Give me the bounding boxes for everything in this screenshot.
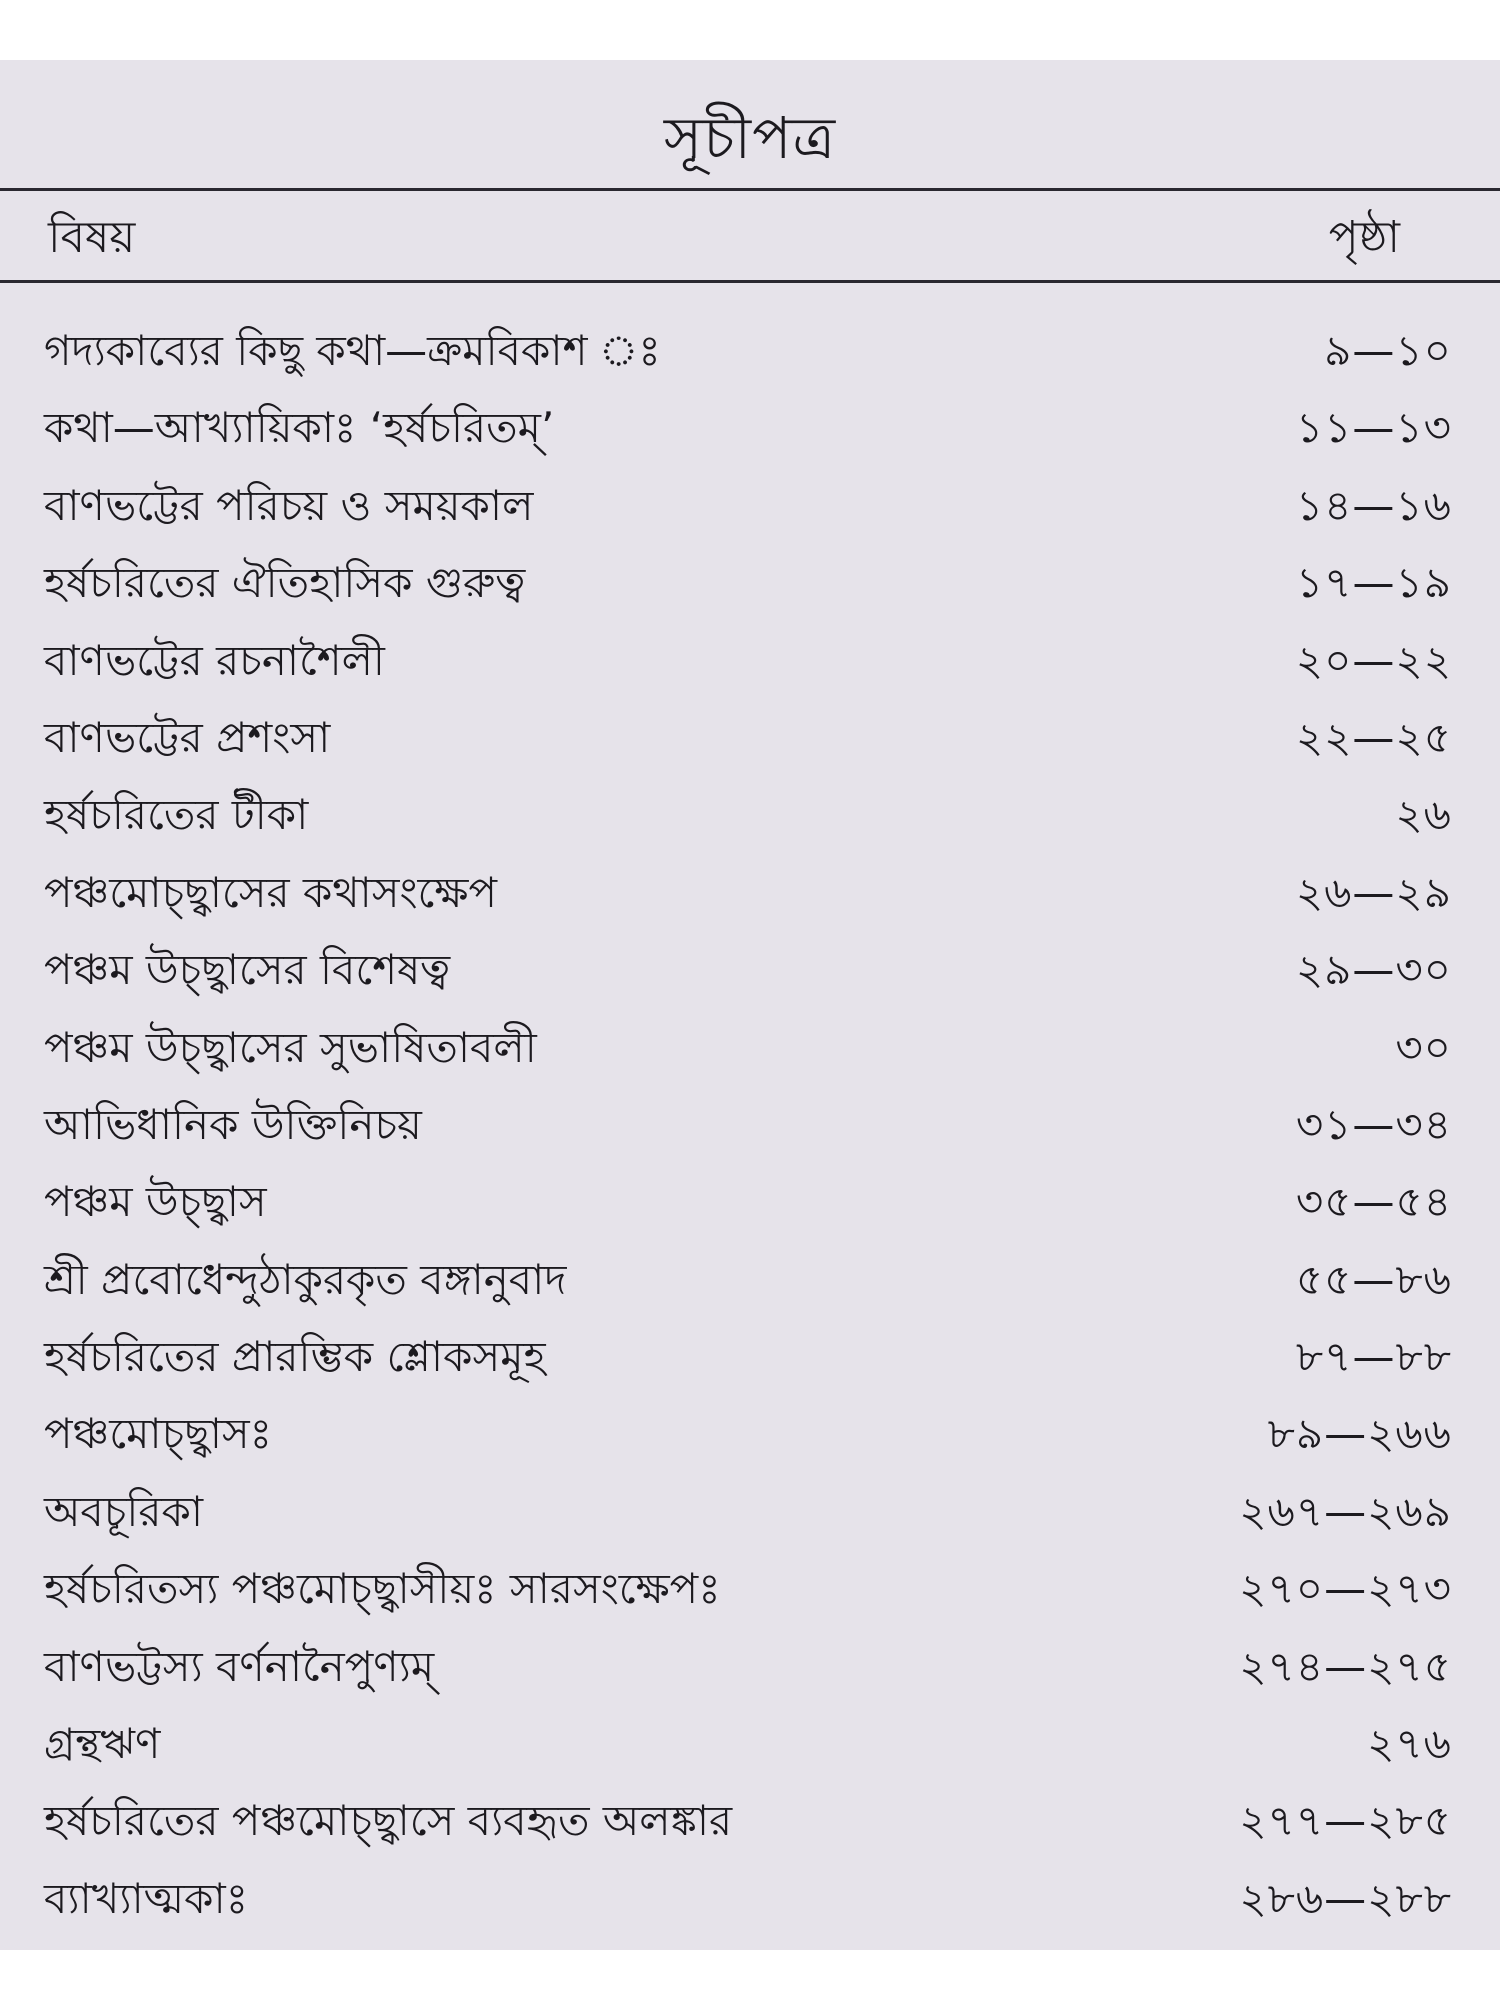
entry-subject: বাণভট্টের প্রশংসা [44, 712, 331, 762]
entry-pages: ৩১—৩৪ [1295, 1099, 1452, 1149]
entry-pages: ২০—২২ [1295, 635, 1452, 685]
contents-list [0, 312, 1500, 1937]
list-item [0, 1318, 1500, 1395]
page-title: সূচীপত্র [663, 104, 837, 172]
entry-pages: ২৬ [1395, 790, 1452, 840]
list-item [0, 1086, 1500, 1163]
entry-pages: ২৭০—২৭৩ [1239, 1564, 1452, 1614]
list-item [0, 1550, 1500, 1627]
entry-pages: ২৭৪—২৭৫ [1239, 1641, 1452, 1691]
entry-pages: ১৪—১৬ [1295, 480, 1452, 530]
entry-pages: ৫৫—৮৬ [1295, 1254, 1452, 1304]
entry-subject: শ্রী প্রবোধেন্দুঠাকুরকৃত বঙ্গানুবাদ [44, 1254, 567, 1304]
list-item [0, 1009, 1500, 1086]
entry-pages: ১১—১৩ [1295, 403, 1452, 453]
entry-subject: বাণভট্টের রচনাশৈলী [44, 635, 385, 685]
page-column-header: পৃষ্ঠা [1328, 212, 1400, 263]
list-item [0, 544, 1500, 621]
header-bottom-rule [0, 280, 1500, 283]
list-item [0, 622, 1500, 699]
list-item [0, 389, 1500, 466]
list-item [0, 312, 1500, 389]
entry-pages: ২৭৬ [1367, 1719, 1452, 1769]
entry-pages: ২৬৭—২৬৯ [1239, 1486, 1452, 1536]
entry-subject: অবচূরিকা [44, 1486, 204, 1536]
entry-subject: হর্ষচরিতের টীকা [44, 790, 309, 840]
list-item [0, 1860, 1500, 1937]
entry-pages: ২৮৬—২৮৮ [1239, 1873, 1452, 1923]
contents-page [0, 60, 1500, 1950]
entry-pages: ২৭৭—২৮৫ [1239, 1796, 1452, 1846]
entry-pages: ৩৫—৫৪ [1295, 1177, 1452, 1227]
entry-subject: হর্ষচরিতের প্রারম্ভিক শ্লোকসমূহ [44, 1332, 546, 1382]
entry-pages: ৯—১০ [1324, 326, 1452, 375]
entry-subject: পঞ্চম উচ্ছ্বাসের সুভাষিতাবলী [44, 1022, 537, 1072]
subject-column-header: বিষয় [48, 212, 136, 263]
entry-subject: হর্ষচরিতস্য পঞ্চমোচ্ছ্বাসীয়ঃ সারসংক্ষেপঃ [44, 1564, 721, 1614]
entry-subject: পঞ্চমোচ্ছ্বাসঃ [44, 1409, 273, 1459]
list-item [0, 1241, 1500, 1318]
list-item [0, 776, 1500, 853]
list-item [0, 931, 1500, 1008]
entry-subject: পঞ্চম উচ্ছ্বাস [44, 1177, 267, 1227]
list-item [0, 1473, 1500, 1550]
list-item [0, 1705, 1500, 1782]
table-header [0, 208, 1500, 268]
entry-subject: পঞ্চমোচ্ছ্বাসের কথাসংক্ষেপ [44, 867, 497, 917]
entry-subject: ব্যাখ্যাত্মকাঃ [44, 1873, 249, 1923]
list-item [0, 1782, 1500, 1859]
entry-subject: গ্রন্থঋণ [44, 1719, 161, 1769]
list-item [0, 467, 1500, 544]
entry-subject: কথা—আখ্যায়িকাঃ ‘হর্ষচরিতম্’ [44, 403, 555, 453]
entry-subject: হর্ষচরিতের পঞ্চমোচ্ছ্বাসে ব্যবহৃত অলঙ্কার [44, 1796, 733, 1846]
header-top-rule [0, 188, 1500, 191]
entry-pages: ৮৯—২৬৬ [1267, 1409, 1452, 1459]
entry-subject: গদ্যকাব্যের কিছু কথা—ক্রমবিকাশ ঃ [44, 326, 661, 375]
list-item [0, 1163, 1500, 1240]
entry-pages: ৩০ [1395, 1022, 1452, 1072]
list-item [0, 854, 1500, 931]
entry-pages: ১৭—১৯ [1295, 558, 1452, 608]
entry-pages: ২৯—৩০ [1295, 945, 1452, 995]
entry-subject: বাণভট্টস্য বর্ণনানৈপুণ্যম্ [44, 1641, 435, 1691]
list-item [0, 1395, 1500, 1472]
entry-subject: পঞ্চম উচ্ছ্বাসের বিশেষত্ব [44, 945, 451, 995]
entry-subject: আভিধানিক উক্তিনিচয় [44, 1099, 422, 1149]
entry-pages: ২২—২৫ [1295, 712, 1452, 762]
entry-subject: বাণভট্টের পরিচয় ও সময়কাল [44, 480, 534, 530]
entry-subject: হর্ষচরিতের ঐতিহাসিক গুরুত্ব [44, 558, 526, 608]
entry-pages: ৮৭—৮৮ [1295, 1332, 1452, 1382]
list-item [0, 1628, 1500, 1705]
entry-pages: ২৬—২৯ [1295, 867, 1452, 917]
list-item [0, 699, 1500, 776]
